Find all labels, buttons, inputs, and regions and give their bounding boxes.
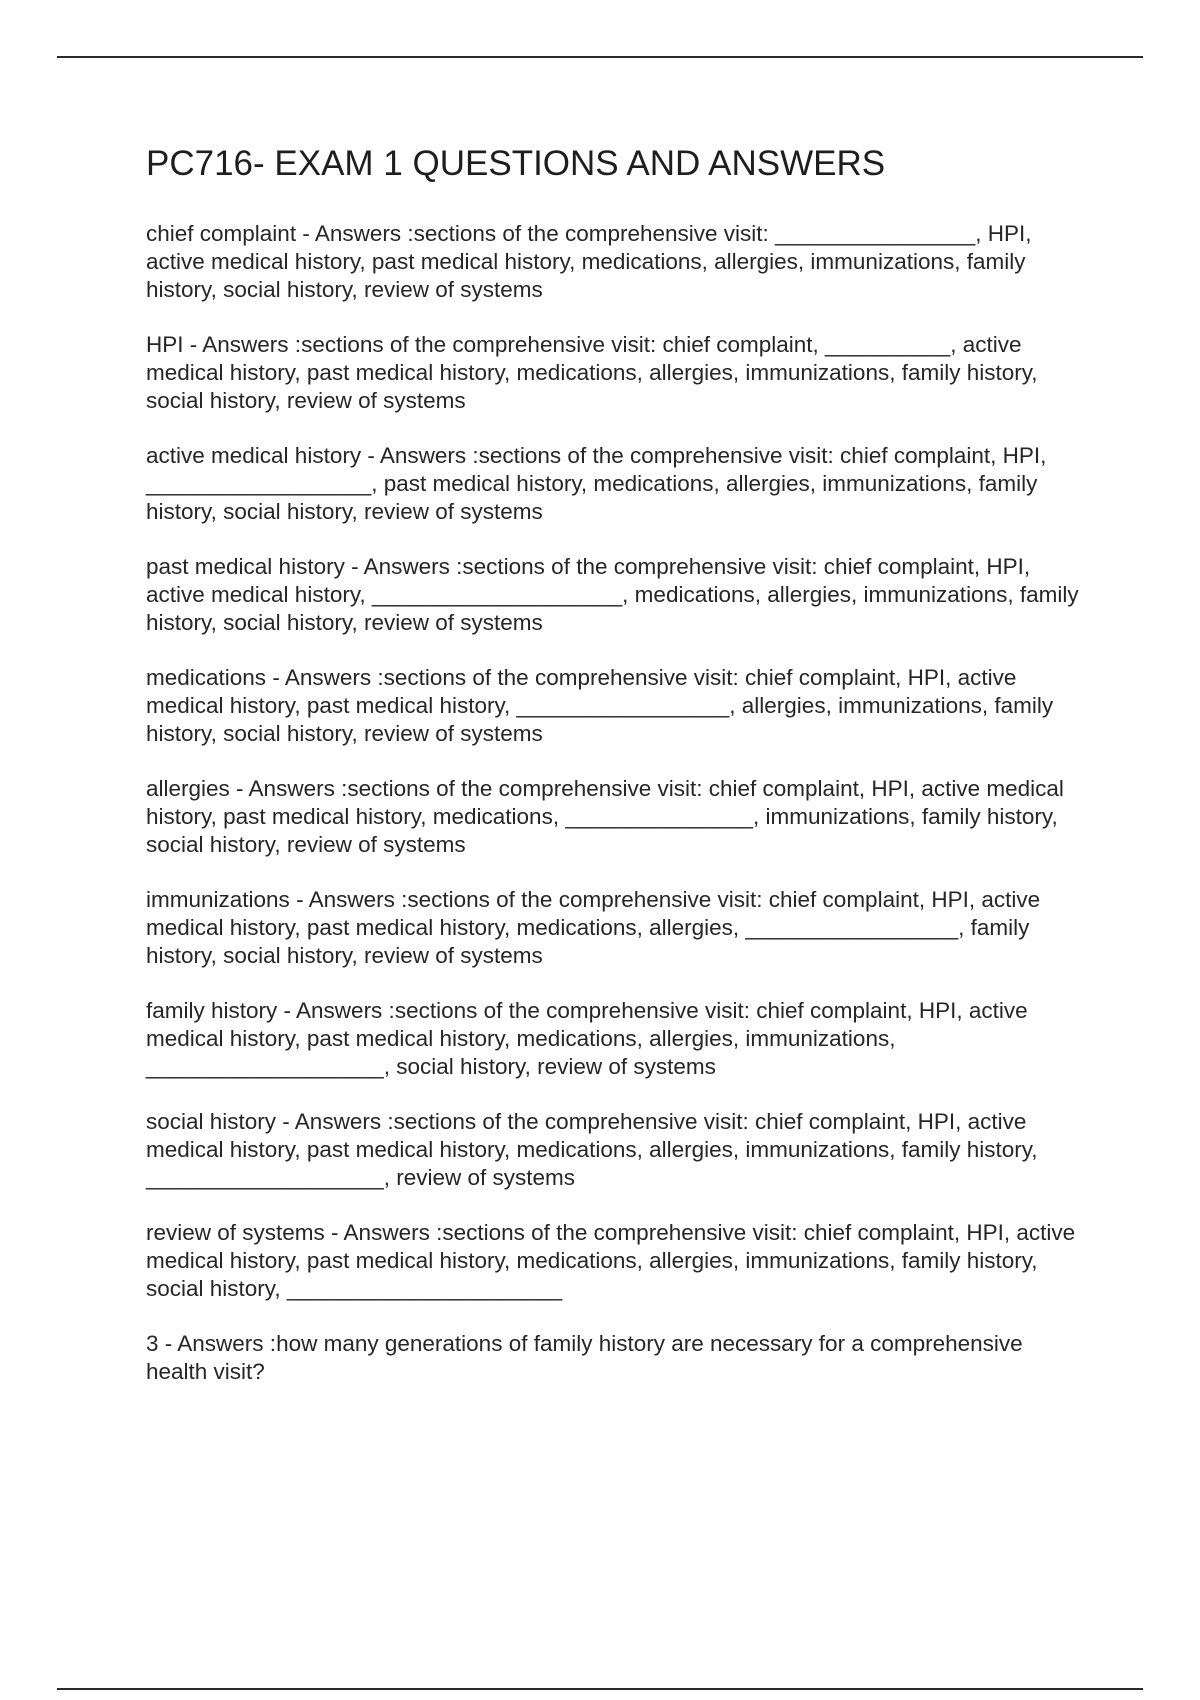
answer-separator: - Answers : xyxy=(296,221,414,246)
question-prompt: sections of the comprehensive visit: chief complaint, HPI, __________________, past medical history, medications, allergies, immunizations, family history, social history, review of systems xyxy=(146,443,1047,524)
answer-term: HPI xyxy=(146,332,184,357)
question-prompt: sections of the comprehensive visit: chief complaint, HPI, active medical history, past medical history, medications, allergies, _________________, family history, social history, review of systems xyxy=(146,887,1041,968)
list-item xyxy=(146,1108,1086,1192)
answer-separator: - Answers : xyxy=(183,332,302,357)
list-item xyxy=(146,553,1086,637)
question-prompt: sections of the comprehensive visit: chief complaint, HPI, active medical history, past medical history, medications, allergies, immunizations, family history, ___________________, review of systems xyxy=(146,1109,1038,1190)
question-prompt: sections of the comprehensive visit: chief complaint, HPI, active medical history, past medical history, medications, allergies, immunizations, ___________________, social history, review of systems xyxy=(146,998,1028,1079)
answer-separator: - Answers : xyxy=(324,1220,443,1245)
question-prompt: sections of the comprehensive visit: ________________, HPI, active medical history, past medical history, medications, allergies, immunizations, family history, social history, review of systems xyxy=(146,221,1032,302)
answer-term: chief complaint xyxy=(146,221,297,246)
list-item xyxy=(146,775,1086,859)
answer-term: active medical history xyxy=(146,443,362,468)
question-prompt: sections of the comprehensive visit: chief complaint, HPI, active medical history, past medical history, medications, _______________, immunizations, family history, social history, review of systems xyxy=(146,776,1064,857)
document-body xyxy=(146,144,1086,1413)
answer-term: social history xyxy=(146,1109,277,1134)
answer-term: allergies xyxy=(146,776,230,801)
list-item xyxy=(146,442,1086,526)
question-prompt: sections of the comprehensive visit: chief complaint, HPI, active medical history, ____________________, medications, allergies, immunizations, family history, social history, review of systems xyxy=(146,554,1079,635)
page-title: PC716- EXAM 1 QUESTIONS AND ANSWERS xyxy=(146,144,886,183)
question-prompt: sections of the comprehensive visit: chief complaint, HPI, active medical history, past medical history, medications, allergies, immunizations, family history, social history, ______________________ xyxy=(146,1220,1076,1301)
answer-term: review of systems xyxy=(146,1220,325,1245)
answer-separator: - Answers : xyxy=(277,998,395,1023)
bottom-divider xyxy=(57,1688,1143,1690)
question-prompt: sections of the comprehensive visit: chief complaint, HPI, active medical history, past medical history, _________________, allergies, immunizations, family history, social history, review of systems xyxy=(146,665,1054,746)
answer-separator: - Answers : xyxy=(344,554,463,579)
list-item xyxy=(146,997,1086,1081)
list-item xyxy=(146,886,1086,970)
answer-separator: - Answers : xyxy=(289,887,408,912)
question-prompt: how many generations of family history are necessary for a comprehensive health visit? xyxy=(146,1331,1023,1384)
list-item xyxy=(146,664,1086,748)
answer-term: medications xyxy=(146,665,267,690)
answer-term: immunizations xyxy=(146,887,290,912)
answer-term: 3 xyxy=(146,1331,159,1356)
top-divider xyxy=(57,56,1143,58)
question-prompt: sections of the comprehensive visit: chief complaint, __________, active medical history, past medical history, medications, allergies, immunizations, family history, social history, review of systems xyxy=(146,332,1038,413)
qa-list xyxy=(146,220,1086,1386)
answer-separator: - Answers : xyxy=(229,776,348,801)
answer-term: past medical history xyxy=(146,554,345,579)
answer-separator: - Answers : xyxy=(276,1109,394,1134)
answer-separator: - Answers : xyxy=(158,1331,277,1356)
list-item xyxy=(146,1330,1086,1386)
list-item xyxy=(146,1219,1086,1303)
list-item xyxy=(146,220,1086,304)
answer-separator: - Answers : xyxy=(361,443,479,468)
list-item xyxy=(146,331,1086,415)
answer-term: family history xyxy=(146,998,278,1023)
answer-separator: - Answers : xyxy=(266,665,384,690)
